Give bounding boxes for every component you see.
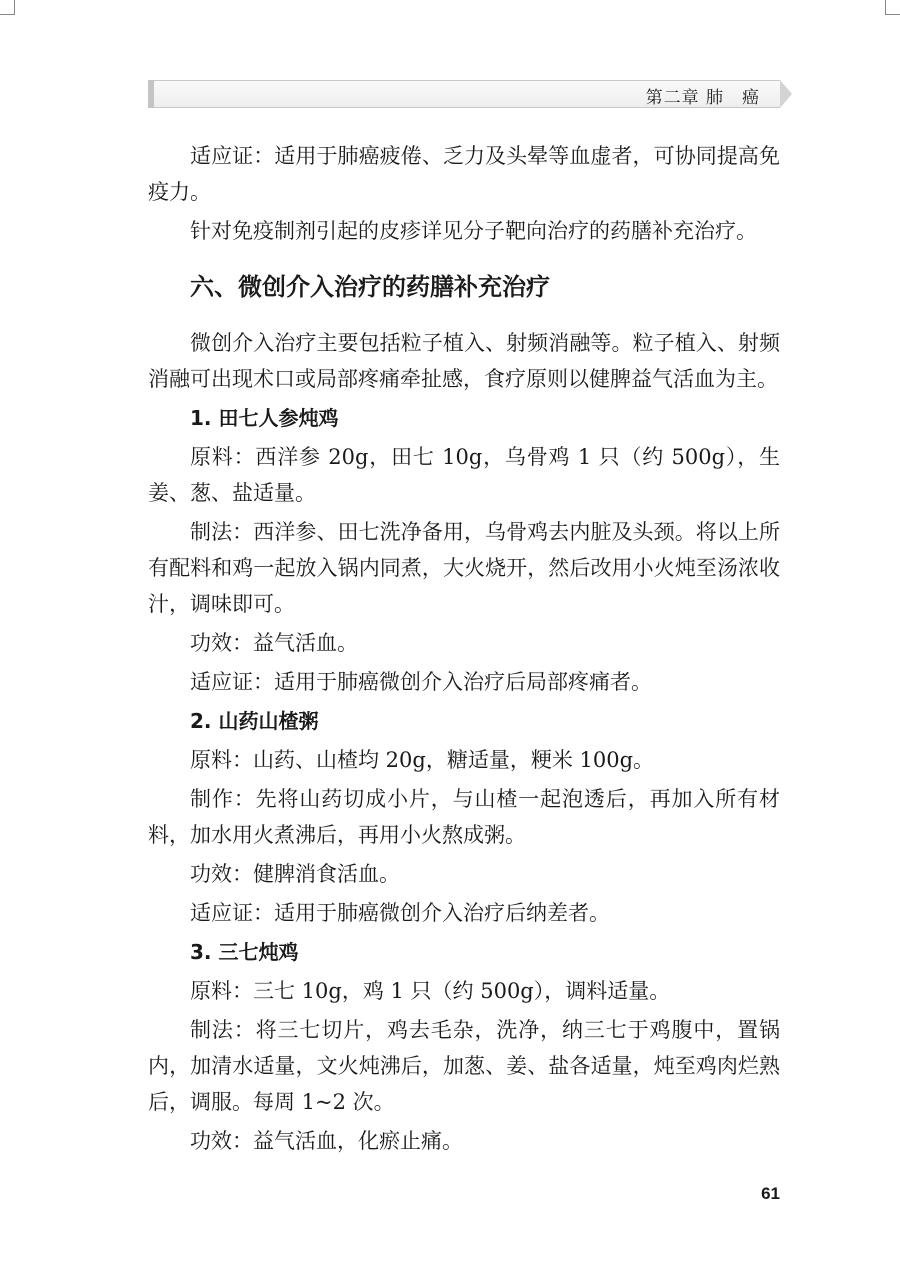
recipe-ingredients: 原料：三七 10g，鸡 1 只（约 500g），调料适量。 <box>190 979 671 1003</box>
crop-mark-top-left <box>0 0 15 15</box>
recipe-effect: 功效：益气活血，化瘀止痛。 <box>190 1129 463 1153</box>
paragraph: 针对免疫制剂引起的皮疹详见分子靶向治疗的药膳补充治疗。 <box>190 219 757 243</box>
recipe-effect: 功效：益气活血。 <box>190 631 358 655</box>
recipe-method: 制法：将三七切片，鸡去毛杂，洗净，纳三七于鸡腹中，置锅内，加清水适量，文火炖沸后，加葱、姜、盐各适量，炖至鸡肉烂熟后，调服。每周 1~2 次。 <box>148 1018 780 1114</box>
recipe-title: 3. 三七炖鸡 <box>190 940 299 964</box>
crop-mark-top-right <box>885 0 900 15</box>
recipe-method: 制作：先将山药切成小片，与山楂一起泡透后，再加入所有材料，加水用火煮沸后，再用小火熬成粥。 <box>148 787 780 847</box>
recipe-title: 2. 山药山楂粥 <box>190 709 319 733</box>
running-header <box>148 80 780 108</box>
recipe-title: 1. 田七人参炖鸡 <box>190 406 339 430</box>
recipe-indication: 适应证：适用于肺癌微创介入治疗后纳差者。 <box>190 901 610 925</box>
page-number: 61 <box>761 1184 780 1203</box>
section-intro: 微创介入治疗主要包括粒子植入、射频消融等。粒子植入、射频消融可出现术口或局部疼痛牵扯感，食疗原则以健脾益气活血为主。 <box>148 331 780 391</box>
recipe-effect: 功效：健脾消食活血。 <box>190 862 400 886</box>
paragraph: 适应证：适用于肺癌疲倦、乏力及头晕等血虚者，可协同提高免疫力。 <box>148 144 780 204</box>
running-title: 第二章 肺 癌 <box>645 88 760 108</box>
section-heading: 六、微创介入治疗的药膳补充治疗 <box>190 273 550 301</box>
recipe-ingredients: 原料：西洋参 20g，田七 10g，乌骨鸡 1 只（约 500g），生姜、葱、盐适量。 <box>148 445 780 505</box>
recipe-indication: 适应证：适用于肺癌微创介入治疗后局部疼痛者。 <box>190 670 652 694</box>
recipe-method: 制法：西洋参、田七洗净备用，乌骨鸡去内脏及头颈。将以上所有配料和鸡一起放入锅内同煮，大火烧开，然后改用小火炖至汤浓收汁，调味即可。 <box>148 520 780 616</box>
recipe-ingredients: 原料：山药、山楂均 20g，糖适量，粳米 100g。 <box>190 748 655 772</box>
page-body <box>148 138 780 1159</box>
